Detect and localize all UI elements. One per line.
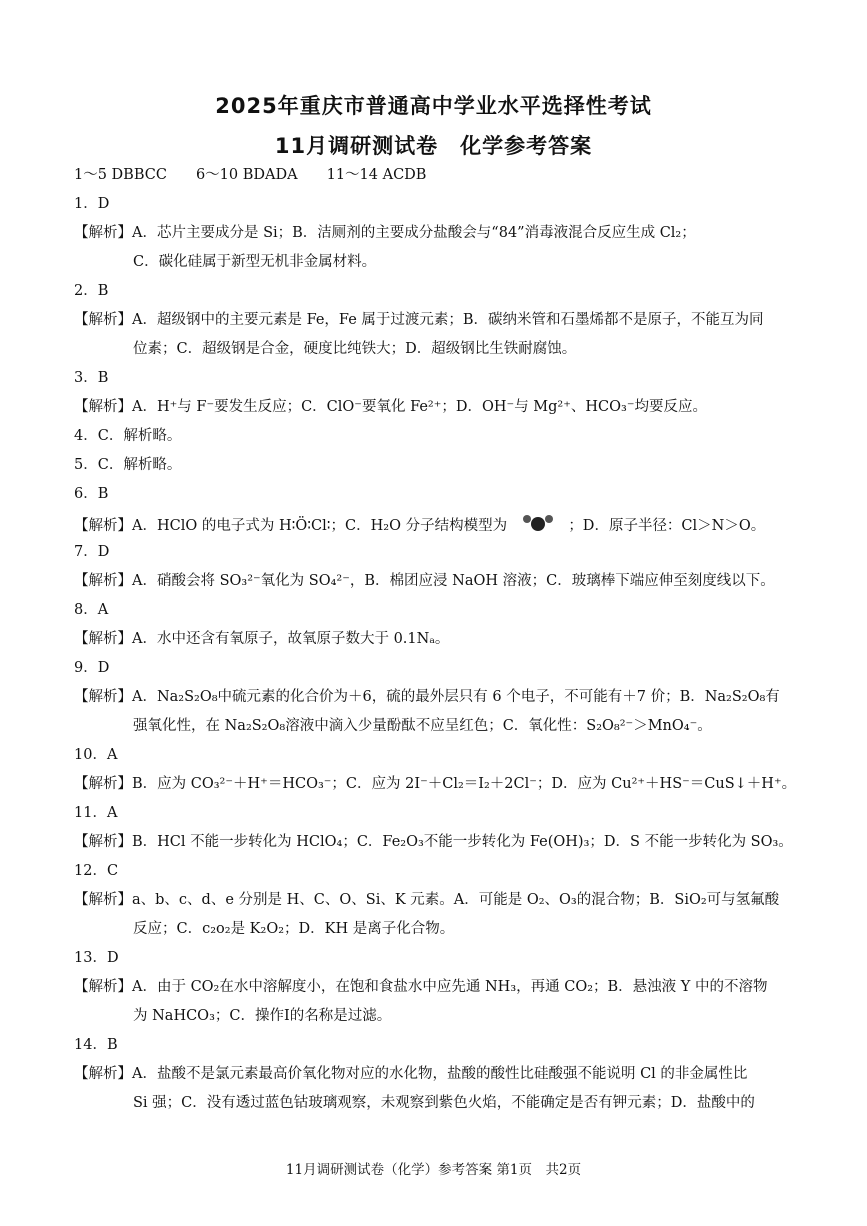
question-number: 10．A (74, 747, 118, 763)
analysis-line: 【解析】A．H⁺与 F⁻要发生反应；C．ClO⁻要氧化 Fe²⁺；D．OH⁻与 Mg²⁺、HCO₃⁻均要反应。 (74, 399, 707, 415)
question-number: 7．D (74, 544, 110, 560)
question-number: 4．C．解析略。 (74, 428, 182, 444)
analysis-line: 强氧化性，在 Na₂S₂O₈溶液中滴入少量酚酞不应呈红色；C．氧化性：S₂O₈²⁻＞MnO₄⁻。 (133, 718, 712, 734)
question-number: 9．D (74, 660, 110, 676)
page-subtitle: 11月调研测试卷 化学参考答案 (274, 134, 593, 158)
analysis-line: Si 强；C．没有透过蓝色钴玻璃观察，未观察到紫色火焰，不能确定是否有钾元素；D．盐酸中的 (133, 1095, 755, 1111)
analysis-line: 【解析】A．超级钢中的主要元素是 Fe，Fe 属于过渡元素；B．碳纳米管和石墨烯都不是原子，不能互为同 (74, 312, 764, 328)
analysis-line: 【解析】a、b、c、d、e 分别是 H、C、O、Si、K 元素。A．可能是 O₂、O₃的混合物；B．SiO₂可与氢氟酸 (74, 892, 780, 908)
analysis-line: 反应；C．c₂o₂是 K₂O₂；D．KH 是离子化合物。 (133, 921, 455, 937)
question-number: 11．A (74, 805, 118, 821)
question-number: 2．B (74, 283, 109, 299)
analysis-line (74, 513, 765, 539)
answers-summary: 1～5 DBBCC 6～10 BDADA 11～14 ACDB (74, 167, 427, 183)
question-number: 14．B (74, 1037, 118, 1053)
question-number: 3．B (74, 370, 109, 386)
analysis-line: 【解析】A．水中还含有氧原子，故氧原子数大于 0.1Nₐ。 (74, 631, 450, 647)
analysis-line: 【解析】A．芯片主要成分是 Si；B．洁厕剂的主要成分盐酸会与“84”消毒液混合反应生成 Cl₂； (74, 225, 696, 241)
question-number: 1．D (74, 196, 110, 212)
analysis-line: 【解析】B．HCl 不能一步转化为 HClO₄；C．Fe₂O₃不能一步转化为 Fe(OH)₃；D．S 不能一步转化为 SO₃。 (74, 834, 793, 850)
analysis-line: 位素；C．超级钢是合金，硬度比纯铁大；D．超级钢比生铁耐腐蚀。 (133, 341, 577, 357)
analysis-text: ；D．原子半径：Cl＞N＞O。 (568, 518, 766, 534)
water-molecule-model-icon (518, 513, 558, 539)
analysis-line: 【解析】A．盐酸不是氯元素最高价氧化物对应的水化物，盐酸的酸性比硅酸强不能说明 Cl 的非金属性比 (74, 1066, 748, 1082)
analysis-line: 【解析】B．应为 CO₃²⁻＋H⁺＝HCO₃⁻；C．应为 2I⁻＋Cl₂＝I₂＋2Cl⁻；D．应为 Cu²⁺＋HS⁻＝CuS↓＋H⁺。 (74, 776, 797, 792)
page-footer: 11月调研测试卷（化学）参考答案 第1页 共2页 (285, 1162, 582, 1178)
analysis-line: 【解析】A．Na₂S₂O₈中硫元素的化合价为＋6，硫的最外层只有 6 个电子，不可能有＋7 价；B．Na₂S₂O₈有 (74, 689, 780, 705)
page-title: 2025年重庆市普通高中学业水平选择性考试 (215, 94, 652, 118)
question-number: 6．B (74, 486, 109, 502)
analysis-line: 【解析】A．硝酸会将 SO₃²⁻氧化为 SO₄²⁻，B．棉团应浸 NaOH 溶液；C．玻璃棒下端应伸至刻度线以下。 (74, 573, 775, 589)
analysis-text: 【解析】A．HClO 的电子式为 H∶Ö∶Cl∶；C．H₂O 分子结构模型为 (74, 518, 508, 534)
question-number: 8．A (74, 602, 109, 618)
analysis-line: 为 NaHCO₃；C．操作Ⅰ的名称是过滤。 (133, 1008, 392, 1024)
analysis-line: C．碳化硅属于新型无机非金属材料。 (133, 254, 377, 270)
question-number: 12．C (74, 863, 119, 879)
analysis-line: 【解析】A．由于 CO₂在水中溶解度小，在饱和食盐水中应先通 NH₃，再通 CO₂；B．悬浊液 Y 中的不溶物 (74, 979, 768, 995)
question-number: 13．D (74, 950, 119, 966)
question-number: 5．C．解析略。 (74, 457, 182, 473)
